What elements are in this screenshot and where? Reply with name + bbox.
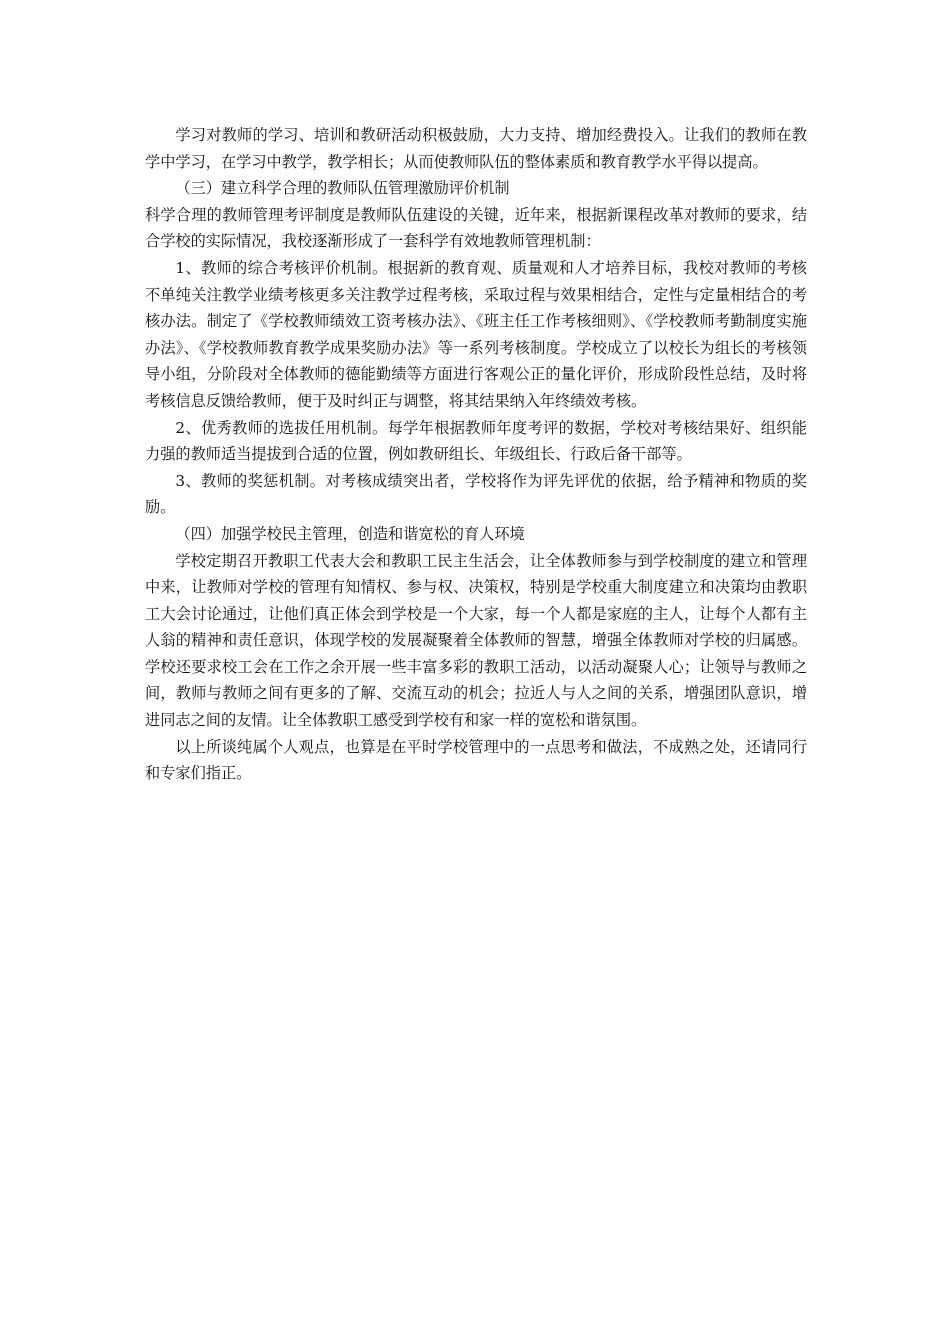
paragraph-reward-mechanism: 3、教师的奖惩机制。对考核成绩突出者，学校将作为评先评优的依据，给予精神和物质的奖励。: [145, 471, 807, 517]
paragraph-evaluation-intro: 科学合理的教师管理考评制度是教师队伍建设的关键，近年来，根据新课程改革对教师的要求，结合学校的实际情况，我校逐渐形成了一套科学有效地教师管理机制：: [145, 205, 807, 251]
paragraph-comprehensive-evaluation: 1、教师的综合考核评价机制。根据新的教育观、质量观和人才培养目标，我校对教师的考核不单纯关注教学业绩考核更多关注教学过程考核，采取过程与效果相结合，定性与定量相结合的考核办法。制定了《学校教师绩效工资考核办法》、《班主任工作考核细则》、《学校教师考勤制度实施办法》、《学校教师教育教学成果奖励办法》等一系列考核制度。学校成立了以校长为组长的考核领导小组，分阶段对全体教师的德能勤绩等方面进行客观公正的量化评价，形成阶段性总结，及时将考核信息反馈给教师，便于及时纠正与调整，将其结果纳入年终绩效考核。: [145, 258, 807, 410]
paragraph-democratic-management: 学校定期召开教职工代表大会和教职工民主生活会，让全体教师参与到学校制度的建立和管理中来，让教师对学校的管理有知情权、参与权、决策权，特别是学校重大制度建立和决策均由教职工大会讨论通过，让他们真正体会到学校是一个大家，每一个人都是家庭的主人，让每个人都有主人翁的精神和责任意识，体现学校的发展凝聚着全体教师的智慧，增强全体教师对学校的归属感。学校还要求校工会在工作之余开展一些丰富多彩的教职工活动，以活动凝聚人心；让领导与教师之间，教师与教师之间有更多的了解、交流互动的机会；拉近人与人之间的关系，增强团队意识，增进同志之间的友情。让全体教职工感受到学校有和家一样的宽松和谐氛围。: [145, 551, 807, 730]
paragraph-selection-mechanism: 2、优秀教师的选拔任用机制。每学年根据教师年度考评的数据，学校对考核结果好、组织能力强的教师适当提拔到合适的位置，例如教研组长、年级组长、行政后备干部等。: [145, 418, 807, 464]
paragraph-conclusion: 以上所谈纯属个人观点，也算是在平时学校管理中的一点思考和做法，不成熟之处，还请同行和专家们指正。: [145, 737, 807, 783]
section-heading-4: （四）加强学校民主管理，创造和谐宽松的育人环境: [175, 524, 525, 543]
section-heading-3: （三）建立科学合理的教师队伍管理激励评价机制: [175, 179, 510, 198]
document-page: [145, 122, 807, 787]
paragraph-teacher-learning: 学习对教师的学习、培训和教研活动积极鼓励，大力支持、增加经费投入。让我们的教师在教学中学习，在学习中教学，教学相长；从而使教师队伍的整体素质和教育教学水平得以提高。: [145, 126, 807, 171]
